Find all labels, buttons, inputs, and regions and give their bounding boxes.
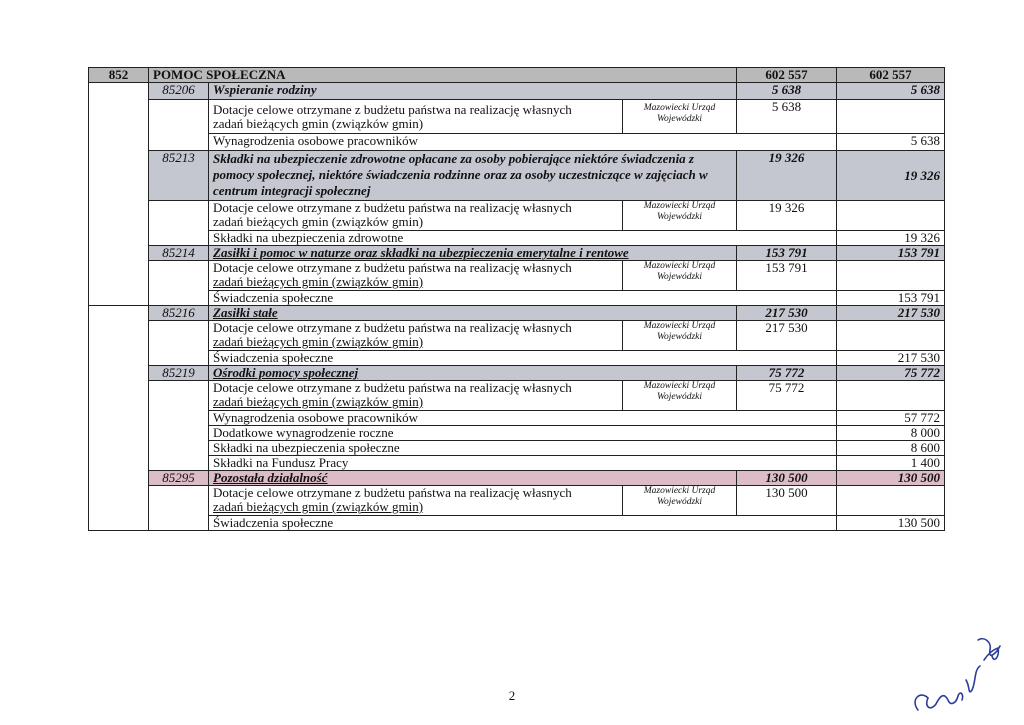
chapter-expense: 5 638	[837, 83, 945, 100]
source-line-1: Mazowiecki Urząd	[643, 103, 716, 113]
expense-row	[89, 411, 945, 426]
chapter-title: Wspieranie rodziny	[209, 83, 737, 100]
section-code: 852	[89, 68, 149, 83]
chapter-income: 153 791	[737, 246, 837, 261]
chapter-spacer	[149, 321, 209, 366]
dotacja-line-1: Dotacje celowe otrzymane z budżetu państwa na realizację własnych	[213, 200, 572, 215]
expense-row	[89, 516, 945, 531]
expense-row	[89, 351, 945, 366]
dotacja-line-2: zadań bieżących gmin (związków gmin)	[213, 116, 424, 131]
source-line-2: Wojewódzki	[656, 272, 703, 282]
expense-row	[89, 291, 945, 306]
empty-cell	[837, 201, 945, 231]
expense-label: Dodatkowe wynagrodzenie roczne	[209, 426, 837, 441]
chapter-row	[89, 83, 945, 100]
source-line-2: Wojewódzki	[656, 332, 703, 342]
empty-cell	[837, 100, 945, 134]
section-title: POMOC SPOŁECZNA	[149, 68, 737, 83]
expense-row	[89, 231, 945, 246]
chapter-row	[89, 471, 945, 486]
source-line-2: Wojewódzki	[656, 212, 703, 222]
empty-cell	[837, 261, 945, 291]
dotacja-row	[89, 100, 945, 134]
expense-row	[89, 134, 945, 151]
chapter-expense: 130 500	[837, 471, 945, 486]
source-line-1: Mazowiecki Urząd	[643, 486, 716, 496]
chapter-title: Składki na ubezpieczenie zdrowotne opłacane za osoby pobierające niektóre świadczenia z pomocy społecznej, niektóre świadczenia rodzinne oraz za osoby uczestniczące w zajęciach w centrum integracji społecznej	[209, 151, 737, 201]
expense-amount: 8 000	[837, 426, 945, 441]
section-expense: 602 557	[837, 68, 945, 83]
chapter-income: 5 638	[737, 83, 837, 100]
empty-cell	[837, 486, 945, 516]
chapter-row	[89, 306, 945, 321]
dotacja-description	[209, 321, 623, 351]
chapter-income: 75 772	[737, 366, 837, 381]
source-line-2: Wojewódzki	[656, 114, 703, 124]
dotacja-amount: 130 500	[737, 486, 837, 516]
chapter-spacer	[149, 381, 209, 471]
dotacja-row	[89, 486, 945, 516]
expense-label: Wynagrodzenia osobowe pracowników	[209, 134, 837, 151]
chapter-spacer	[149, 201, 209, 246]
dotacja-amount: 19 326	[737, 201, 837, 231]
chapter-code: 85216	[149, 306, 209, 321]
dotacja-description	[209, 100, 623, 134]
expense-label: Składki na ubezpieczenia zdrowotne	[209, 231, 837, 246]
chapter-spacer	[149, 261, 209, 306]
dotacja-description	[209, 381, 623, 411]
expense-amount: 5 638	[837, 134, 945, 151]
page-number: 2	[508, 688, 516, 703]
dotacja-source	[623, 486, 737, 516]
budget-table	[88, 67, 945, 531]
chapter-expense: 75 772	[837, 366, 945, 381]
section-code-spacer	[89, 83, 149, 306]
dotacja-line-1: Dotacje celowe otrzymane z budżetu państwa na realizację własnych	[213, 260, 572, 275]
chapter-title: Zasiłki i pomoc w naturze oraz składki na ubezpieczenia emerytalne i rentowe	[209, 246, 737, 261]
dotacja-description	[209, 261, 623, 291]
section-code-spacer	[89, 306, 149, 531]
source-line-1: Mazowiecki Urząd	[643, 201, 716, 211]
expense-label: Wynagrodzenia osobowe pracowników	[209, 411, 837, 426]
source-line-2: Wojewódzki	[656, 392, 703, 402]
section-income: 602 557	[737, 68, 837, 83]
dotacja-description	[209, 486, 623, 516]
dotacja-line-1: Dotacje celowe otrzymane z budżetu państwa na realizację własnych	[213, 102, 572, 117]
dotacja-line-1: Dotacje celowe otrzymane z budżetu państwa na realizację własnych	[213, 485, 572, 500]
chapter-code: 85213	[149, 151, 209, 201]
dotacja-source	[623, 100, 737, 134]
chapter-income: 19 326	[737, 151, 837, 201]
chapter-row	[89, 246, 945, 261]
dotacja-source	[623, 321, 737, 351]
chapter-code: 85214	[149, 246, 209, 261]
chapter-spacer	[149, 486, 209, 531]
chapter-code: 85219	[149, 366, 209, 381]
chapter-title: Pozostała działalność	[209, 471, 737, 486]
dotacja-line-2: zadań bieżących gmin (związków gmin)	[213, 334, 424, 349]
expense-label: Świadczenia społeczne	[209, 291, 837, 306]
dotacja-amount: 217 530	[737, 321, 837, 351]
dotacja-line-1: Dotacje celowe otrzymane z budżetu państwa na realizację własnych	[213, 320, 572, 335]
empty-cell	[837, 321, 945, 351]
expense-amount: 57 772	[837, 411, 945, 426]
dotacja-line-2: zadań bieżących gmin (związków gmin)	[213, 394, 424, 409]
dotacja-row	[89, 381, 945, 411]
source-line-1: Mazowiecki Urząd	[643, 381, 716, 391]
expense-amount: 217 530	[837, 351, 945, 366]
expense-label: Składki na ubezpieczenia społeczne	[209, 441, 837, 456]
chapter-income: 217 530	[737, 306, 837, 321]
chapter-expense: 153 791	[837, 246, 945, 261]
dotacja-source	[623, 381, 737, 411]
chapter-income: 130 500	[737, 471, 837, 486]
chapter-expense: 217 530	[837, 306, 945, 321]
dotacja-line-1: Dotacje celowe otrzymane z budżetu państwa na realizację własnych	[213, 380, 572, 395]
chapter-title: Ośrodki pomocy społecznej	[209, 366, 737, 381]
expense-row	[89, 456, 945, 471]
dotacja-line-2: zadań bieżących gmin (związków gmin)	[213, 214, 424, 229]
chapter-code: 85295	[149, 471, 209, 486]
chapter-row	[89, 366, 945, 381]
dotacja-amount: 75 772	[737, 381, 837, 411]
source-line-1: Mazowiecki Urząd	[643, 261, 716, 271]
source-line-2: Wojewódzki	[656, 497, 703, 507]
expense-amount: 19 326	[837, 231, 945, 246]
dotacja-row	[89, 201, 945, 231]
dotacja-line-2: zadań bieżących gmin (związków gmin)	[213, 274, 424, 289]
dotacja-amount: 153 791	[737, 261, 837, 291]
chapter-code: 85206	[149, 83, 209, 100]
expense-amount: 153 791	[837, 291, 945, 306]
expense-amount: 1 400	[837, 456, 945, 471]
dotacja-amount: 5 638	[737, 100, 837, 134]
expense-label: Świadczenia społeczne	[209, 516, 837, 531]
dotacja-line-2: zadań bieżących gmin (związków gmin)	[213, 499, 424, 514]
expense-row	[89, 426, 945, 441]
chapter-spacer	[149, 100, 209, 151]
chapter-row	[89, 151, 945, 201]
dotacja-row	[89, 321, 945, 351]
dotacja-description	[209, 201, 623, 231]
dotacja-source	[623, 201, 737, 231]
expense-amount: 130 500	[837, 516, 945, 531]
dotacja-source	[623, 261, 737, 291]
source-line-1: Mazowiecki Urząd	[643, 321, 716, 331]
section-row	[89, 68, 945, 83]
chapter-expense: 19 326	[837, 151, 945, 201]
expense-amount: 8 600	[837, 441, 945, 456]
expense-label: Składki na Fundusz Pracy	[209, 456, 837, 471]
chapter-title: Zasiłki stałe	[209, 306, 737, 321]
empty-cell	[837, 381, 945, 411]
dotacja-row	[89, 261, 945, 291]
signature-image	[900, 620, 1010, 720]
expense-row	[89, 441, 945, 456]
expense-label: Świadczenia społeczne	[209, 351, 837, 366]
